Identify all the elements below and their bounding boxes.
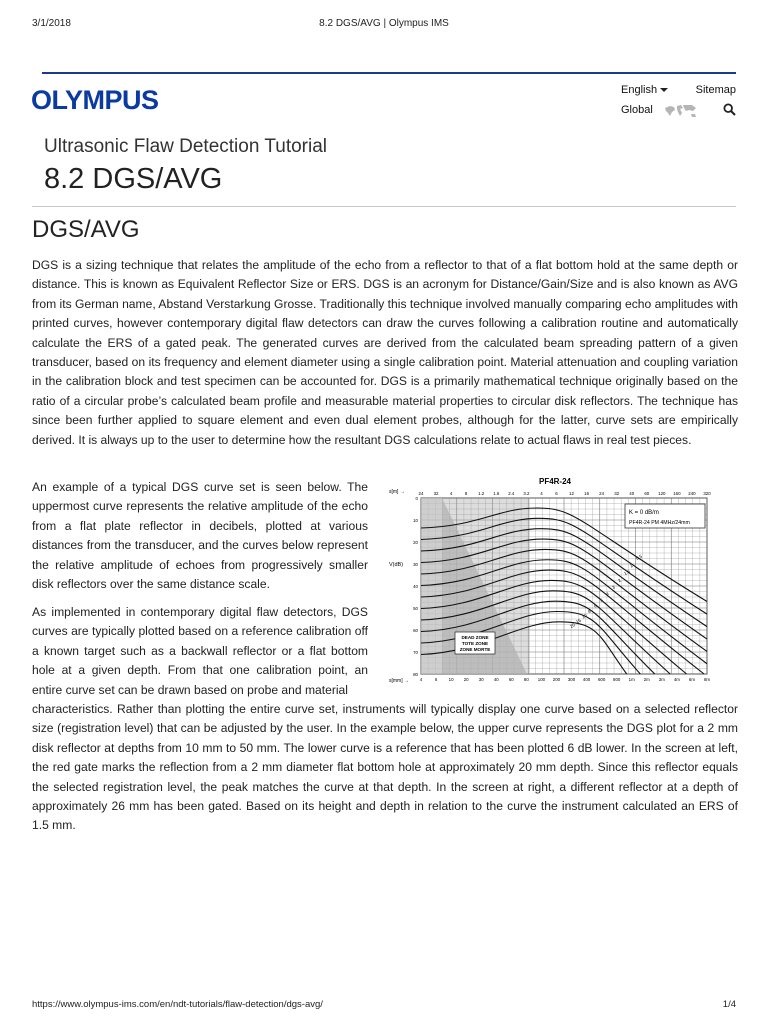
olympus-logo[interactable]: OLYMPUS: [31, 85, 159, 115]
paragraph-curve-example: [32, 478, 368, 594]
curve-size-label: 4: [605, 591, 610, 597]
print-title: 8.2 DGS/AVG | Olympus IMS: [319, 18, 449, 29]
top-tick-label: 1.2: [478, 491, 485, 496]
world-map-icon[interactable]: [663, 103, 699, 119]
bottom-tick-label: 10: [448, 677, 454, 682]
curve-size-label: 1: [629, 563, 634, 569]
top-tick-label: 4: [540, 491, 543, 496]
top-tick-label: 240: [688, 491, 696, 496]
caret-down-icon: [660, 88, 668, 92]
bottom-tick-label: 100: [537, 677, 546, 682]
top-tick-label: 60: [644, 491, 650, 496]
curve-size-label: 2: [617, 577, 622, 584]
paragraph-text-narrow: As implemented in contemporary digital flaw detectors, DGS curves are typically plotted based on a reference calibration off a known target such as a backwall reflector or a flat bottom hole at a given depth. From that one calibration point, an entire curve set can be drawn based on probe and material: [32, 605, 368, 697]
db-tick-label: 70: [413, 650, 418, 655]
y-axis-label: V(dB): [389, 562, 404, 568]
paragraph-intro: [32, 256, 738, 450]
bottom-tick-label: 1m: [628, 677, 635, 682]
top-tick-label: 40: [629, 491, 635, 496]
db-tick-label: 0: [415, 496, 418, 501]
top-tick-label: 2.4: [508, 491, 515, 496]
page-title: 8.2 DGS/AVG: [44, 163, 223, 195]
top-tick-label: 24: [599, 491, 605, 496]
page-number: 1/4: [722, 999, 736, 1010]
db-tick-label: 80: [413, 672, 418, 677]
bottom-tick-label: 200: [552, 677, 561, 682]
bottom-tick-label: 6m: [688, 677, 696, 682]
bottom-tick-label: 2m: [643, 677, 650, 682]
breadcrumb[interactable]: Ultrasonic Flaw Detection Tutorial: [44, 136, 327, 157]
bottom-tick-label: 20: [463, 677, 469, 682]
paragraph-text-wide: characteristics. Rather than plotting the entire curve set, instruments will typically display one curve based on a selected reflector size (registration level) that can be adjusted by the user. In the example below, the upper curve represents the DGS plot for a 2 mm disk reflector at depths from 10 mm to 50 mm. The lower curve is a reference that has been plotted 6 dB lower. In the screen at left, the red gate marks the reflection from a 2 mm diameter flat bottom hole at approximately 20 mm depth. Since this reflector equals the selected registration level, the peak matches the curve at that depth. In the screen at right, a different reflector at a depth of approximately 26 mm has been gated. Based on its height and depth in relation to the curve the instrument calculated an ERS of 1.5 mm.: [32, 702, 738, 833]
paragraph-text: An example of a typical DGS curve set is seen below. The uppermost curve represents the relative amplitude of the echo from a flat plate reflector in decibels, plotted at various distances from the transducer, and the curves below represent the relative amplitude of echoes from progressively smaller disk reflectors over the same distance scale.: [32, 480, 368, 592]
top-nav: [621, 80, 736, 120]
bottom-tick-label: 400: [582, 677, 591, 682]
bottom-tick-label: 60: [508, 677, 514, 682]
search-icon[interactable]: [723, 103, 736, 116]
top-tick-label: 3.2: [523, 491, 530, 496]
bottom-tick-label: 300: [567, 677, 576, 682]
language-selector[interactable]: [621, 80, 668, 100]
db-tick-label: 40: [413, 584, 418, 589]
db-tick-label: 60: [413, 628, 418, 633]
curve-size-label: 10: [581, 612, 588, 620]
legend-line-1: K = 0 dB/m: [629, 510, 659, 516]
curve-size-label: 15: [575, 617, 582, 625]
top-tick-label: 120: [658, 491, 666, 496]
paragraph-text: DGS is a sizing technique that relates the amplitude of the echo from a reflector to that of a flat bottom hold at the same depth or distance. This is known as Equivalent Reflector Size or ERS. DGS is an acronym for Distance/Gain/Size and is also known as AVG from its German name, Abstand Verstarkung Grosse. Traditionally this technique involved manually comparing echo amplitudes with printed curves, however contemporary digital flaw detectors can draw the curves following a calibration routine and automatically calculate the ERS of a gated peak. The generated curves are derived from the calculated beam spreading pattern of a given transducer, based on its frequency and element diameter using a single calibration point. Material attenuation and coupling variation in the calibration block and test specimen can be accounted for. DGS is a primarily mathematical technique originally based on the ratio of a circular probe’s calculated beam profile and measurable material properties to circular disk reflectors. The technique has since been further applied to square element and even dual element probes, although for the latter, curve sets are empirically derived. It is always up to the user to determine how the resultant DGS calculations relate to actual flaws in real test pieces.: [32, 258, 738, 447]
top-tick-label: 1.6: [493, 491, 500, 496]
region-selector[interactable]: Global: [621, 104, 653, 116]
curve-size-label: 8: [587, 608, 592, 615]
header-rule: [42, 72, 736, 74]
top-tick-label: 12: [569, 491, 574, 496]
s-top-label: s[m] →: [389, 489, 405, 495]
print-date: 3/1/2018: [32, 18, 71, 29]
curve-size-label: 1.5: [623, 568, 631, 577]
dgs-curve-chart: [387, 476, 715, 686]
bottom-tick-label: 30: [478, 677, 484, 682]
section-heading: DGS/AVG: [32, 216, 140, 243]
top-tick-label: 6: [555, 491, 558, 496]
dead-zone-label: ZONE MORTE: [459, 647, 491, 652]
top-tick-label: 16: [584, 491, 590, 496]
top-tick-label: 160: [673, 491, 681, 496]
legend-line-2: PF4R-24 PM 4MHz/24mm: [629, 520, 690, 526]
db-tick-label: 10: [413, 518, 418, 523]
curve-size-label: 3: [611, 584, 616, 591]
bottom-tick-label: 800: [613, 677, 621, 682]
dgs-curve-figure: [387, 476, 715, 686]
chart-title: PF4R-24: [538, 477, 572, 486]
dead-zone-label: DEAD ZONE: [461, 635, 489, 640]
s-bottom-label: s[mm] →: [389, 678, 409, 684]
top-tick-label: 32: [433, 491, 439, 496]
curve-size-label: 6: [593, 603, 598, 609]
bottom-tick-label: 3m: [658, 677, 665, 682]
curve-size-label: 20: [569, 622, 576, 629]
top-tick-label: 24: [418, 491, 424, 496]
curve-size-label: 0.5: [635, 553, 643, 561]
language-label: English: [621, 84, 658, 96]
bottom-tick-label: 80: [523, 677, 529, 682]
top-tick-label: 4: [449, 491, 453, 496]
dead-zone-label: TOTE ZONE: [461, 641, 489, 646]
top-tick-label: 32: [614, 491, 620, 496]
title-divider: [32, 206, 736, 207]
sitemap-link[interactable]: Sitemap: [695, 84, 736, 96]
page-url[interactable]: https://www.olympus-ims.com/en/ndt-tutorials/flaw-detection/dgs-avg/: [32, 999, 323, 1010]
curve-size-label: 5: [599, 597, 604, 603]
bottom-tick-label: 6: [434, 677, 438, 682]
bottom-tick-label: 40: [493, 677, 499, 682]
bottom-tick-label: 4m: [673, 677, 680, 682]
bottom-tick-label: 8m: [703, 677, 711, 682]
db-tick-label: 50: [413, 606, 418, 611]
db-tick-label: 20: [413, 540, 418, 545]
bottom-tick-label: 600: [597, 677, 606, 682]
top-tick-label: 8: [464, 491, 468, 496]
db-tick-label: 30: [413, 562, 418, 567]
bottom-tick-label: 4: [419, 677, 423, 682]
top-tick-label: 320: [703, 491, 711, 496]
